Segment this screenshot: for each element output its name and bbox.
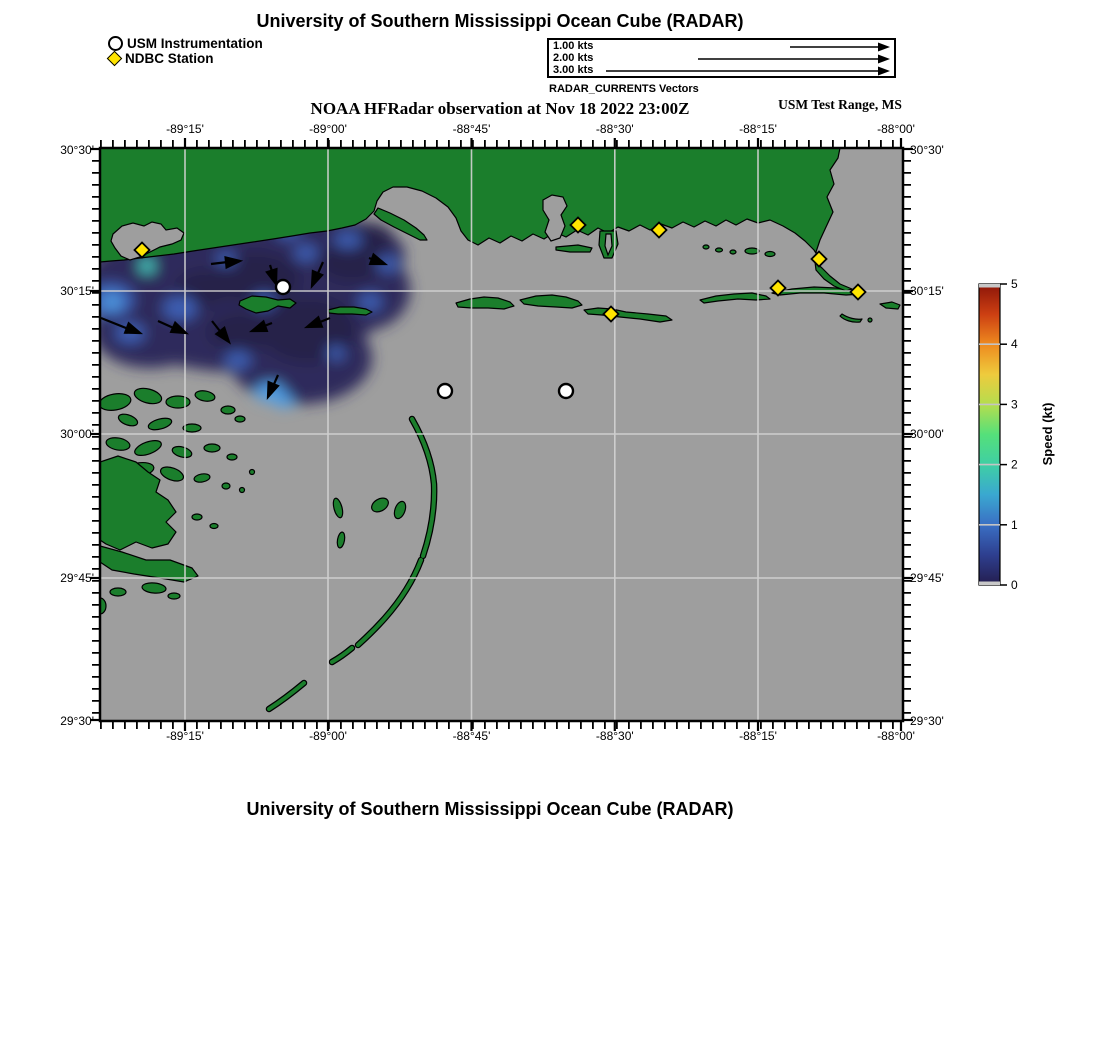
- axis-label: -88°15': [739, 729, 777, 743]
- colorbar-tick: 5: [1011, 277, 1018, 291]
- colorbar-tick: 4: [1011, 337, 1018, 352]
- axis-label: 30°00': [60, 427, 94, 441]
- axis-label: -88°00': [877, 729, 915, 743]
- axis-label: 29°30': [910, 714, 944, 728]
- colorbar: [979, 277, 1055, 592]
- page-title: University of Southern Mississippi Ocean Cube (RADAR): [256, 11, 744, 31]
- left-axis-labels: [60, 143, 94, 728]
- right-axis-labels: [910, 143, 944, 728]
- axis-label: -89°15': [166, 729, 204, 743]
- axis-label: -89°00': [309, 122, 347, 136]
- scale-label-1kt: 1.00 kts: [553, 40, 594, 52]
- colorbar-tick: 0: [1011, 578, 1018, 592]
- top-axis-labels: [166, 122, 915, 136]
- legend-ndbc-label: NDBC Station: [125, 51, 214, 66]
- scale-label-3kt: 3.00 kts: [553, 64, 594, 76]
- axis-label: 30°30': [910, 143, 944, 157]
- axis-label: -88°45': [452, 729, 491, 743]
- legend-usm-label: USM Instrumentation: [127, 36, 263, 51]
- axis-label: 30°30': [60, 143, 94, 157]
- colorbar-tick: 1: [1011, 517, 1018, 532]
- vector-scale-caption: RADAR_CURRENTS Vectors: [549, 83, 699, 95]
- axis-label: -88°00': [877, 122, 915, 136]
- axis-label: -89°15': [166, 122, 204, 136]
- colorbar-tick: 3: [1011, 397, 1018, 412]
- axis-label: -88°45': [452, 122, 491, 136]
- axis-label: 30°15': [910, 284, 944, 298]
- colorbar-tick-labels: [1011, 277, 1018, 592]
- usm-instrument-marker: [559, 384, 573, 398]
- axis-label: 30°00': [910, 427, 944, 441]
- axis-label: -88°30': [595, 729, 634, 743]
- scale-label-2kt: 2.00 kts: [553, 52, 594, 64]
- axis-label: -88°30': [595, 122, 634, 136]
- bottom-axis-labels: [166, 729, 915, 743]
- colorbar-axis-label: Speed (kt): [1040, 402, 1055, 466]
- axis-label: -88°15': [739, 122, 777, 136]
- axis-label: 30°15': [60, 284, 94, 298]
- colorbar-tick: 2: [1011, 457, 1018, 472]
- axis-label: 29°45': [60, 571, 94, 585]
- bottom-page-title: University of Southern Mississippi Ocean Cube (RADAR): [246, 799, 734, 819]
- test-range-label: USM Test Range, MS: [778, 97, 902, 112]
- usm-instrument-marker: [276, 280, 290, 294]
- axis-label: 29°30': [60, 714, 94, 728]
- axis-label: -89°00': [309, 729, 347, 743]
- axis-label: 29°45': [910, 571, 944, 585]
- observation-subtitle: NOAA HFRadar observation at Nov 18 2022 23:00Z: [310, 99, 690, 118]
- usm-instrument-marker: [438, 384, 452, 398]
